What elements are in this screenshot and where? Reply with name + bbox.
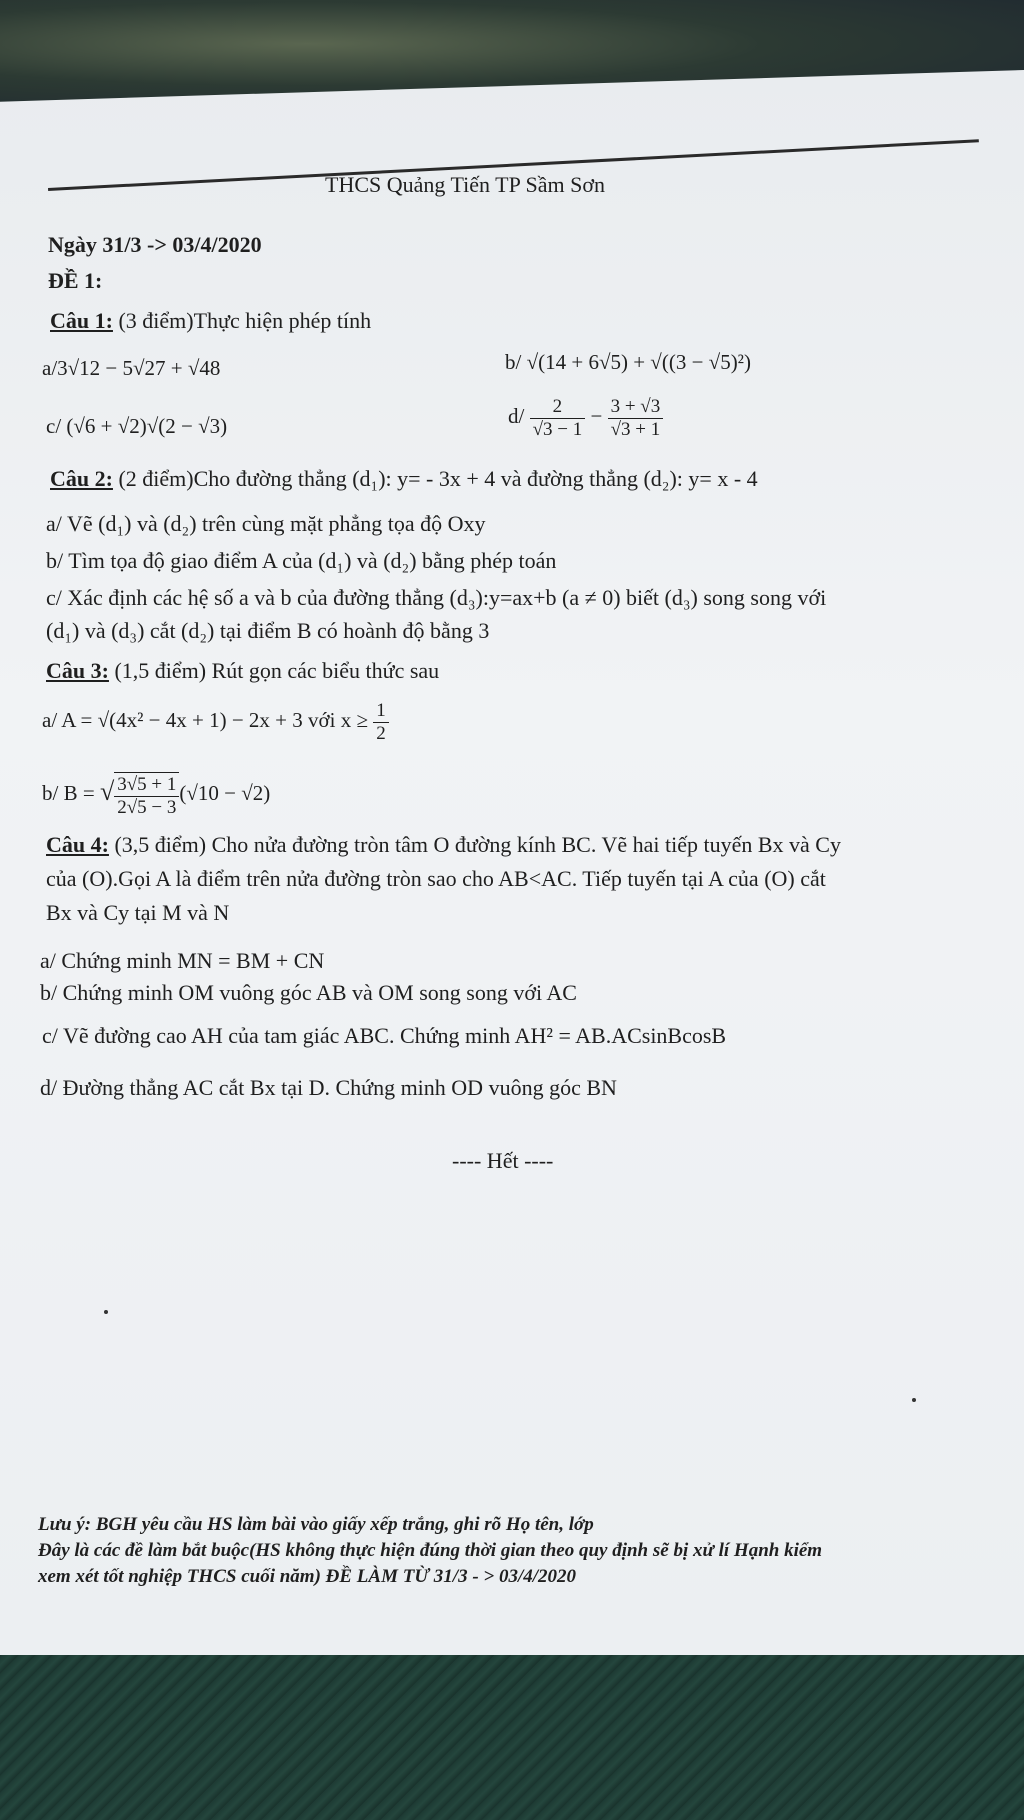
fraction-b-numerator: 3√5 + 1: [114, 774, 179, 797]
fraction-2-denominator: √3 + 1: [610, 418, 661, 440]
question-3a: [42, 700, 389, 745]
fraction-1-numerator: 2: [530, 396, 586, 419]
question-3b: [42, 772, 270, 819]
question-2c-line2: (d₁) và (d₃) cắt (d₂) tại điểm B có hoành độ bằng 3: [46, 618, 490, 643]
fraction-2-numerator: 3 + √3: [608, 396, 664, 419]
fraction-b: [114, 772, 179, 819]
question-4-label: Câu 4:: [46, 832, 109, 857]
question-4b: b/ Chứng minh OM vuông góc AB và OM song song với AC: [40, 980, 577, 1005]
question-4d: d/ Đường thẳng AC cắt Bx tại D. Chứng minh OD vuông góc BN: [40, 1075, 617, 1100]
question-3-label: Câu 3:: [46, 658, 109, 683]
background-bottom: [0, 1640, 1024, 1820]
fraction-half: [373, 700, 389, 745]
fraction-2: [608, 396, 664, 441]
question-1-label: Câu 1:: [50, 308, 113, 333]
question-2-text: (2 điểm)Cho đường thẳng (d₁): y= - 3x + 4 và đường thẳng (d₂): y= x - 4: [112, 466, 758, 491]
paper-speck: [104, 1310, 108, 1314]
question-2-label: Câu 2:: [50, 466, 113, 491]
question-3b-prefix: b/ B =: [42, 781, 95, 806]
question-2a: a/ Vẽ (d₁) và (d₂) trên cùng mặt phẳng tọa độ Oxy: [46, 511, 486, 536]
fraction-b-denominator: 2√5 − 3: [117, 796, 177, 818]
question-3b-suffix: (√10 − √2): [179, 781, 271, 806]
question-1d-prefix: d/: [508, 404, 525, 429]
question-3-text: (1,5 điểm) Rút gọn các biểu thức sau: [108, 658, 440, 683]
question-4a: a/ Chứng minh MN = BM + CN: [40, 948, 325, 973]
sqrt-sign: √: [99, 777, 115, 807]
footer-note-line2: Đây là các đề làm bắt buộc(HS không thực hiện đúng thời gian theo quy định sẽ bị xử lí Hạnh kiểm: [38, 1540, 823, 1561]
school-header: THCS Quảng Tiến TP Sầm Sơn: [325, 172, 605, 197]
question-1-text: (3 điểm)Thực hiện phép tính: [112, 308, 372, 333]
question-1a: a/3√12 − 5√27 + √48: [42, 356, 221, 380]
fraction-1-denominator: √3 − 1: [532, 418, 583, 440]
question-4-text-line2: của (O).Gọi A là điểm trên nửa đường tròn sao cho AB<AC. Tiếp tuyến tại A của (O) cắt: [46, 866, 826, 891]
question-1c: c/ (√6 + √2)√(2 − √3): [46, 414, 228, 438]
question-2-title: [50, 466, 758, 492]
question-2c-line1: c/ Xác định các hệ số a và b của đường thẳng (d₃):y=ax+b (a ≠ 0) biết (d₃) song song với: [46, 585, 827, 610]
question-1d: [508, 396, 663, 441]
question-4-title: [46, 832, 841, 858]
end-marker: ---- Hết ----: [452, 1148, 554, 1173]
footer-note-line3: xem xét tốt nghiệp THCS cuối năm) ĐỀ LÀM TỪ 31/3 - > 03/4/2020: [38, 1566, 577, 1587]
question-3a-text: a/ A = √(4x² − 4x + 1) − 2x + 3 với x ≥: [42, 708, 368, 733]
fraction-1: [530, 396, 586, 441]
question-1-title: [50, 308, 371, 334]
paper-speck: [912, 1398, 916, 1402]
fraction-half-numerator: 1: [373, 700, 389, 723]
footer-note-line1: Lưu ý: BGH yêu cầu HS làm bài vào giấy xếp trắng, ghi rõ Họ tên, lớp: [38, 1514, 594, 1535]
exam-label: ĐỀ 1:: [48, 268, 103, 293]
question-4-text-line3: Bx và Cy tại M và N: [46, 900, 230, 925]
question-3-title: [46, 658, 439, 684]
minus-sign: −: [590, 404, 603, 429]
question-4c: c/ Vẽ đường cao AH của tam giác ABC. Chứng minh AH² = AB.ACsinBcosB: [42, 1023, 727, 1048]
question-1b: b/ √(14 + 6√5) + √((3 − √5)²): [505, 350, 751, 374]
fraction-half-denominator: 2: [376, 722, 386, 744]
question-2b: b/ Tìm tọa độ giao điểm A của (d₁) và (d₂) bằng phép toán: [46, 548, 557, 573]
date-line: Ngày 31/3 -> 03/4/2020: [48, 232, 262, 257]
question-4-text: (3,5 điểm) Cho nửa đường tròn tâm O đường kính BC. Vẽ hai tiếp tuyến Bx và Cy: [108, 832, 841, 857]
